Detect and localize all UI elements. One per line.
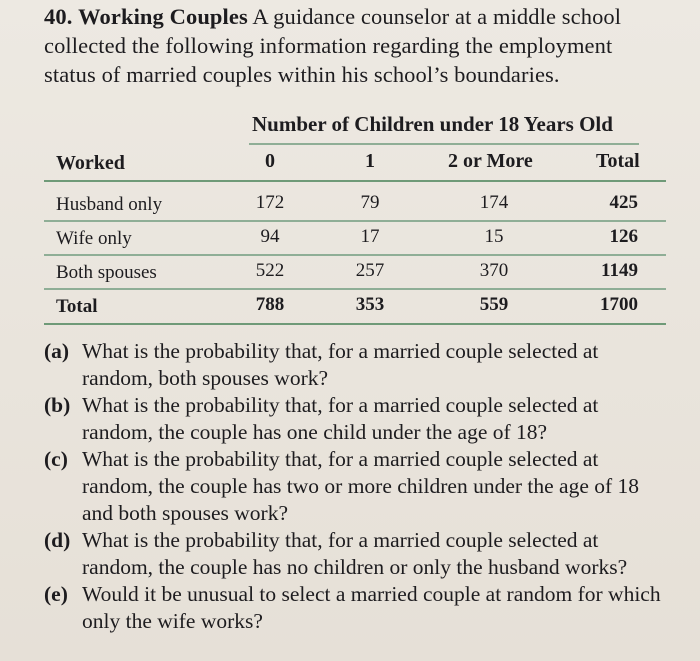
row-label-both-spouses: Both spouses [56,262,157,283]
group-header-rule [249,143,639,145]
row-label-wife-only: Wife only [56,228,132,249]
question-text: Would it be unusual to select a married couple at random for which only the wife works? [82,582,661,633]
cell-wife-1: 17 [360,226,380,247]
column-header-worked: Worked [56,152,125,174]
question-letter: (e) [44,582,68,606]
column-header-0: 0 [265,150,275,172]
question-text: What is the probability that, for a married couple selected at random, both spouses work? [82,339,599,390]
question-letter: (c) [44,447,68,471]
cell-both-1: 257 [355,260,385,281]
question-letter: (b) [44,393,71,417]
cell-wife-2plus: 15 [484,226,504,247]
question-list [44,338,674,635]
cell-grand-total: 1700 [600,294,638,315]
problem-number: 40. [44,4,73,29]
cell-wife-0: 94 [260,226,280,247]
table-bottom-rule [44,323,666,325]
column-header-total: Total [596,150,640,172]
problem-title: Working Couples [78,4,248,29]
cell-both-2plus: 370 [479,260,509,281]
column-header-1: 1 [365,150,375,172]
cell-total-2plus: 559 [479,294,509,315]
question-a [44,338,674,392]
cell-total-1: 353 [355,294,385,315]
group-header: Number of Children under 18 Years Old [252,112,613,136]
question-b [44,392,674,446]
row-label-total: Total [56,296,98,317]
row-rule [44,288,666,290]
row-rule [44,220,666,222]
cell-both-0: 522 [255,260,285,281]
problem-statement [44,2,664,89]
cell-both-total: 1149 [601,260,638,281]
cell-husband-1: 79 [360,192,380,213]
header-rule [44,180,666,182]
cell-husband-0: 172 [255,192,285,213]
cell-husband-2plus: 174 [479,192,509,213]
problem-text: A guidance counselor at a middle school collected the following information regarding the employment status of married couples within his school’s boundaries. [44,4,622,87]
question-text: What is the probability that, for a married couple selected at random, the couple has one child under the age of 18? [82,393,599,444]
question-d [44,527,674,581]
question-letter: (a) [44,339,70,363]
row-label-husband-only: Husband only [56,194,163,215]
cell-total-0: 788 [255,294,285,315]
column-header-2-or-more: 2 or More [448,150,533,172]
question-text: What is the probability that, for a married couple selected at random, the couple has no children or only the husband works? [82,528,628,579]
question-e [44,581,674,635]
cell-husband-total: 425 [609,192,638,213]
cell-wife-total: 126 [609,226,638,247]
question-letter: (d) [44,528,71,552]
question-text: What is the probability that, for a married couple selected at random, the couple has two or more children under the age of 18 and both spouses work? [82,447,640,525]
question-c [44,446,674,527]
row-rule [44,254,666,256]
